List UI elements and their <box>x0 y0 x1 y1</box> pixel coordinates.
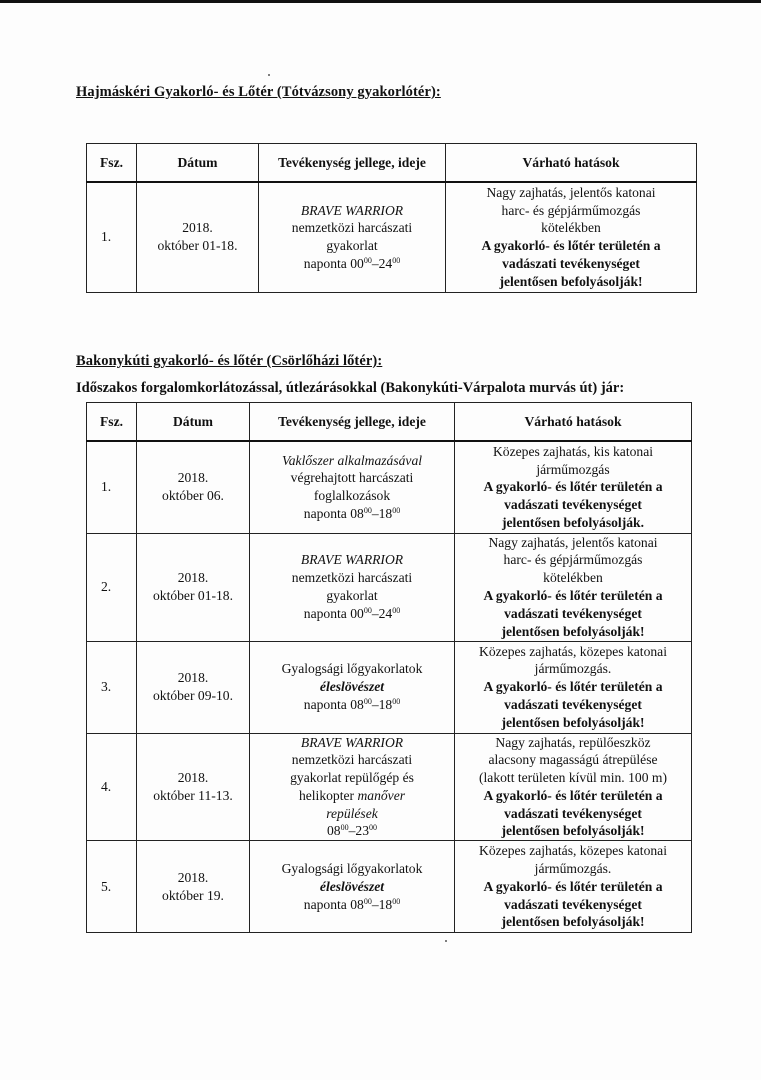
activity-cell <box>250 533 455 641</box>
effect-warning: A gyakorló- és lőtér területén a <box>483 878 663 894</box>
time-end-minutes: 00 <box>368 823 377 833</box>
activity-time: naponta $00^{00}-24^{00}$ <box>303 256 401 272</box>
effects-cell <box>455 441 692 533</box>
table-row <box>87 441 692 533</box>
time-end-minutes: 00 <box>392 256 401 266</box>
time-end: 24 <box>378 256 393 272</box>
effect-line: járműmozgás <box>536 461 610 477</box>
effect-warning: A gyakorló- és lőtér területén a <box>483 479 663 495</box>
effect-warning: vadászati tevékenységet <box>502 256 640 272</box>
table-row <box>87 641 692 733</box>
time-end: 23 <box>355 823 369 839</box>
effect-line: Nagy zajhatás, jelentős katonai <box>486 184 656 200</box>
effect-warning: A gyakorló- és lőtér területén a <box>483 588 663 603</box>
effect-line: harc- és gépjárműmozgás <box>501 202 641 218</box>
date-year: 2018. <box>177 570 209 586</box>
section1-table <box>86 143 697 293</box>
date-cell <box>137 441 250 533</box>
section2-title: Bakonykúti gyakorló- és lőtér (Csörlőházi lőtér): <box>76 353 383 369</box>
date-range: október 19. <box>162 887 224 903</box>
effect-warning: vadászati tevékenységet <box>504 497 642 513</box>
header-activity: Tevékenység jellege, ideje <box>259 144 446 183</box>
time-prefix: naponta <box>303 506 351 522</box>
activity-text: helikopter <box>298 787 358 803</box>
effect-line: kötelékben <box>541 220 601 236</box>
date-range: október 01-18. <box>152 588 234 603</box>
time-start-minutes: 00 <box>363 696 372 706</box>
section2-subtitle: Időszakos forgalomkorlátozással, útlezárásokkal (Bakonykúti-Várpalota murvás út) jár: <box>76 380 625 396</box>
time-start: 00 <box>350 605 364 621</box>
date-range: október 09-10. <box>152 688 234 703</box>
activity-cell <box>250 841 455 933</box>
activity-cell <box>250 641 455 733</box>
scan-top-edge <box>0 0 761 3</box>
effects-cell <box>455 841 692 933</box>
header-activity: Tevékenység jellege, ideje <box>250 403 455 442</box>
time-start-minutes: 00 <box>363 605 372 615</box>
activity-cell <box>250 733 455 841</box>
date-year: 2018. <box>182 220 213 236</box>
section1-title: Hajmáskéri Gyakorló- és Lőtér (Tótvázsony gyakorlótér): <box>76 84 441 100</box>
date-year: 2018. <box>177 869 209 885</box>
date-range: október 06. <box>162 488 224 504</box>
date-year: 2018. <box>177 670 209 686</box>
effect-warning: jelentősen befolyásolják! <box>501 914 645 930</box>
date-cell <box>137 641 250 733</box>
row-number: 3. <box>87 641 137 733</box>
effect-line: (lakott területen kívül min. 100 m) <box>478 770 667 786</box>
effect-line: Nagy zajhatás, repülőeszköz <box>495 734 651 750</box>
activity-line: végrehajtott harcászati <box>290 470 414 486</box>
effect-warning: A gyakorló- és lőtér területén a <box>481 238 661 254</box>
date-range: október 11-13. <box>153 787 233 803</box>
scan-speck <box>445 940 447 942</box>
header-fsz: Fsz. <box>87 144 137 183</box>
effect-warning: vadászati tevékenységet <box>504 896 642 912</box>
date-range: október 01-18. <box>157 238 238 254</box>
effect-line: alacsony magasságú átrepülése <box>488 752 658 768</box>
activity-line: nemzetközi harcászati <box>291 220 413 236</box>
effect-line: Nagy zajhatás, jelentős katonai <box>488 534 658 550</box>
effect-warning: vadászati tevékenységet <box>504 696 642 712</box>
effect-warning: jelentősen befolyásolják! <box>499 273 643 289</box>
time-start: 08 <box>350 896 364 912</box>
header-date: Dátum <box>137 403 250 442</box>
activity-cell <box>259 182 446 292</box>
row-number: 2. <box>87 533 137 641</box>
activity-italic-text: manőver <box>357 787 406 803</box>
time-end-minutes: 00 <box>392 605 401 615</box>
date-cell <box>137 841 250 933</box>
effect-warning: vadászati tevékenységet <box>504 605 642 621</box>
effect-line: kötelékben <box>543 570 603 586</box>
date-year: 2018. <box>177 770 209 786</box>
activity-line: nemzetközi harcászati <box>291 752 413 768</box>
activity-time: naponta $08^{00}-18^{00}$ <box>303 696 401 712</box>
effect-warning: A gyakorló- és lőtér területén a <box>483 787 663 803</box>
effect-warning: jelentősen befolyásolják. <box>502 514 644 530</box>
date-cell <box>137 533 250 641</box>
time-prefix: naponta <box>303 256 351 272</box>
activity-line: nemzetközi harcászati <box>291 570 413 586</box>
row-number: 1. <box>87 441 137 533</box>
activity-emphasis: éleslövészet <box>319 679 385 695</box>
time-prefix: naponta <box>303 896 351 912</box>
activity-name: Vaklőszer alkalmazásával <box>281 452 423 468</box>
date-cell <box>137 733 250 841</box>
table-header-row <box>87 144 697 183</box>
activity-line <box>252 787 452 805</box>
effect-warning: jelentősen befolyásolják! <box>501 714 645 730</box>
time-start: 00 <box>350 256 364 272</box>
date-year: 2018. <box>177 470 209 486</box>
header-fsz: Fsz. <box>87 403 137 442</box>
time-start-minutes: 00 <box>363 506 372 516</box>
time-end: 18 <box>378 696 393 712</box>
time-end-minutes: 00 <box>392 506 401 516</box>
row-number: 4. <box>87 733 137 841</box>
activity-name: BRAVE WARRIOR <box>300 552 404 568</box>
activity-line: Gyalogsági lőgyakorlatok <box>281 661 423 677</box>
time-start-minutes: 00 <box>363 896 372 906</box>
activity-time: naponta $08^{00}-18^{00}$ <box>303 896 401 912</box>
effect-line: járműmozgás. <box>534 661 612 677</box>
effect-line: Közepes zajhatás, közepes katonai <box>479 643 667 659</box>
time-start: 08 <box>350 696 364 712</box>
header-effects: Várható hatások <box>455 403 692 442</box>
table-header-row <box>87 403 692 442</box>
activity-time: naponta $08^{00}-18^{00}$ <box>303 506 401 522</box>
effect-line: Közepes zajhatás, közepes katonai <box>479 843 667 859</box>
time-end: 18 <box>378 896 393 912</box>
time-start-minutes: 00 <box>363 256 372 266</box>
effects-cell <box>455 733 692 841</box>
header-date: Dátum <box>137 144 259 183</box>
time-start-minutes: 00 <box>340 823 349 833</box>
effects-cell <box>446 182 697 292</box>
table-row <box>87 182 697 292</box>
effect-warning: jelentősen befolyásolják! <box>501 623 645 639</box>
activity-italic-line: repülések <box>326 805 378 821</box>
effect-warning: jelentősen befolyásolják! <box>501 823 645 839</box>
time-end-minutes: 00 <box>392 696 401 706</box>
date-cell <box>137 182 259 292</box>
table-row <box>87 841 692 933</box>
effects-cell <box>455 533 692 641</box>
activity-line: Gyalogsági lőgyakorlatok <box>281 861 423 877</box>
scan-speck <box>268 74 270 76</box>
activity-emphasis: éleslövészet <box>319 878 385 894</box>
time-prefix: naponta <box>303 696 351 712</box>
activity-time: naponta $00^{00}-24^{00}$ <box>303 605 401 621</box>
row-number: 1. <box>87 182 137 292</box>
time-prefix: naponta <box>303 605 351 621</box>
time-end: 18 <box>378 506 393 522</box>
activity-name: BRAVE WARRIOR <box>300 734 404 750</box>
row-number: 5. <box>87 841 137 933</box>
effects-cell <box>455 641 692 733</box>
section2-table <box>86 402 692 933</box>
time-start: 08 <box>327 823 341 839</box>
effect-warning: vadászati tevékenységet <box>504 805 642 821</box>
activity-name: BRAVE WARRIOR <box>300 202 404 218</box>
effect-warning: A gyakorló- és lőtér területén a <box>483 679 663 695</box>
table-row <box>87 533 692 641</box>
activity-line: gyakorlat <box>326 238 378 254</box>
activity-line: gyakorlat <box>326 588 378 603</box>
table-row <box>87 733 692 841</box>
effect-line: harc- és gépjárműmozgás <box>503 552 643 568</box>
time-start: 08 <box>350 506 364 522</box>
time-end: 24 <box>378 605 393 621</box>
activity-cell <box>250 441 455 533</box>
header-effects: Várható hatások <box>446 144 697 183</box>
activity-line: gyakorlat repülőgép és <box>290 770 414 786</box>
activity-time: $08^{00}-23^{00}$ <box>327 823 377 839</box>
effect-line: járműmozgás. <box>534 861 612 877</box>
activity-line: foglalkozások <box>313 488 391 504</box>
time-end-minutes: 00 <box>392 896 401 906</box>
effect-line: Közepes zajhatás, kis katonai <box>492 443 654 459</box>
